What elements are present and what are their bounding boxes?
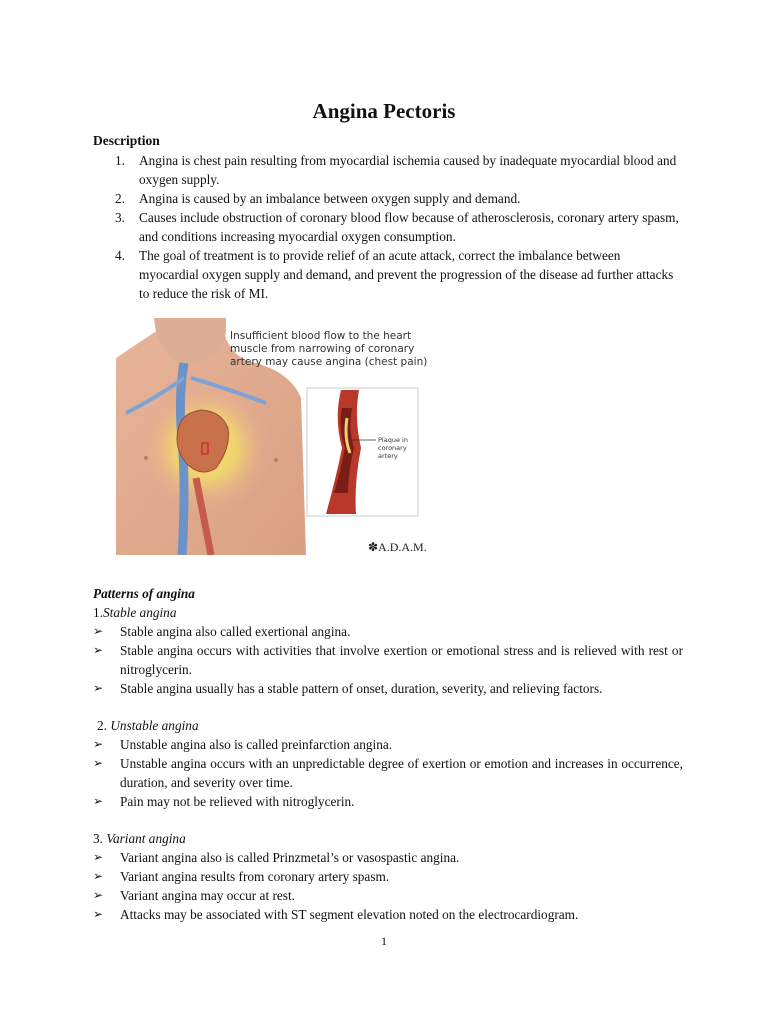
list-item: ➢ Stable angina also called exertional angina. (93, 624, 351, 639)
list-item: ➢ Attacks may be associated with ST segment elevation noted on the electrocardiogram. (93, 907, 579, 922)
description-list (93, 151, 683, 303)
arrow-bullet-icon: ➢ (93, 624, 104, 638)
list-item: ➢ Variant angina may occur at rest. (93, 888, 296, 903)
list-item: ➢ Unstable angina occurs with an unpredictable degree of exertion or emotion and increases in occurrence, duration, and severity over time. (93, 756, 683, 790)
arrow-bullet-icon: ➢ (93, 756, 104, 770)
arrow-bullet-icon: ➢ (93, 643, 104, 657)
angina-illustration (116, 318, 428, 555)
list-item: ➢ Pain may not be relieved with nitroglycerin. (93, 794, 355, 809)
list-item: ➢ Stable angina usually has a stable pattern of onset, duration, severity, and relieving factors. (93, 681, 603, 696)
subheading-unstable: 2. Unstable angina (97, 718, 199, 733)
bullet-list (93, 735, 683, 811)
list-item: 3. Causes include obstruction of coronary blood flow because of atherosclerosis, coronary artery spasm, and conditions increasing myocardial oxygen consumption. (115, 210, 679, 244)
list-item: ➢ Variant angina results from coronary artery spasm. (93, 869, 390, 884)
subheading-stable: 1.Stable angina (93, 605, 177, 620)
svg-text:✽A.D.A.M.: ✽A.D.A.M. (368, 540, 427, 554)
list-item: 4. The goal of treatment is to provide relief of an acute attack, correct the imbalance between myocardial oxygen supply and demand, and prevent the progression of the disease ad further attacks to reduce the risk of MI. (115, 248, 674, 301)
figure-caption-line-1: Insufficient blood flow to the heart (230, 330, 412, 342)
arrow-bullet-icon: ➢ (93, 888, 104, 902)
svg-text:Plaque in: Plaque in (378, 436, 408, 444)
svg-text:coronary: coronary (378, 444, 407, 452)
section-stable-angina (93, 584, 683, 698)
list-item: ➢ Unstable angina also is called preinfarction angina. (93, 737, 393, 752)
list-item: ➢ Stable angina occurs with activities that involve exertion or emotional stress and is relieved with rest or nitroglycerin. (93, 643, 683, 677)
arrow-bullet-icon: ➢ (93, 869, 104, 883)
arrow-bullet-icon: ➢ (93, 737, 104, 751)
description-heading: Description (93, 133, 160, 148)
subheading-variant: 3. Variant angina (93, 831, 186, 846)
list-item: 1. Angina is chest pain resulting from myocardial ischemia caused by inadequate myocardial blood and oxygen supply. (115, 153, 677, 187)
arrow-bullet-icon: ➢ (93, 850, 104, 864)
bullet-list (93, 622, 683, 698)
arrow-bullet-icon: ➢ (93, 794, 104, 808)
arrow-bullet-icon: ➢ (93, 907, 104, 921)
section-unstable-angina (93, 716, 683, 811)
patterns-heading: Patterns of angina (93, 586, 195, 601)
list-item: 2. Angina is caused by an imbalance between oxygen supply and demand. (115, 191, 521, 206)
svg-text:muscle from narrowing of coron: muscle from narrowing of coronary (230, 343, 415, 355)
arrow-bullet-icon: ➢ (93, 681, 104, 695)
svg-text:artery: artery (378, 452, 398, 460)
section-variant-angina (93, 829, 683, 924)
page-number: 1 (381, 934, 387, 948)
bullet-list (93, 848, 683, 924)
list-item: ➢ Variant angina also is called Prinzmetal’s or vasospastic angina. (93, 850, 460, 865)
page-title: Angina Pectoris (312, 99, 456, 123)
svg-text:artery may cause angina (chest: artery may cause angina (chest pain) (230, 356, 428, 368)
